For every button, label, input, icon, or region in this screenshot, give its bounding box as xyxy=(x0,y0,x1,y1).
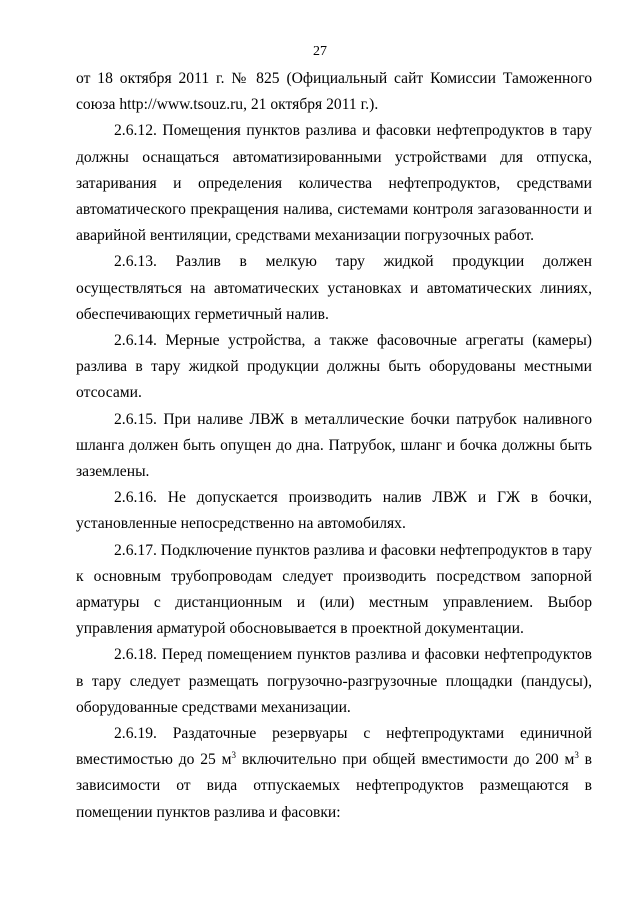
paragraph-continuation: от 18 октября 2011 г. № 825 (Официальный сайт Комиссии Таможенного союза http://www.tsouz.ru, 21 октября 2011 г.). xyxy=(76,70,592,114)
paragraph-2-6-15: 2.6.15. При наливе ЛВЖ в металлические бочки патрубок наливного шланга должен быть опущен до дна. Патрубок, шланг и бочка должны быть заземлены. xyxy=(76,410,592,481)
paragraph-2-6-19-part2: включительно при общей вместимости до 200 м xyxy=(236,751,575,769)
paragraph-2-6-19 xyxy=(76,721,592,826)
paragraph-2-6-16: 2.6.16. Не допускается производить налив ЛВЖ и ГЖ в бочки, установленные непосредственно на автомобилях. xyxy=(76,489,592,533)
document-body xyxy=(76,66,592,826)
paragraph-2-6-13: 2.6.13. Разлив в мелкую тару жидкой продукции должен осуществляться на автоматических установках и автоматических линиях, обеспечивающих герметичный налив. xyxy=(76,253,592,323)
paragraph-2-6-19-part1: 2.6.19. Раздаточные резервуары с нефтепродуктами единичной вместимостью до 25 м xyxy=(76,725,592,769)
superscript-cubic-2: 3 xyxy=(574,750,579,761)
paragraph-2-6-18: 2.6.18. Перед помещением пунктов разлива и фасовки нефтепродуктов в тару следует размещать погрузочно-разгрузочные площадки (пандусы), оборудованные средствами механизации. xyxy=(76,646,592,716)
superscript-cubic-1: 3 xyxy=(231,750,237,761)
paragraph-2-6-14: 2.6.14. Мерные устройства, а также фасовочные агрегаты (камеры) разлива в тару жидкой продукции должны быть оборудованы местными отсосами. xyxy=(76,332,592,402)
paragraph-2-6-12: 2.6.12. Помещения пунктов разлива и фасовки нефтепродуктов в тару должны оснащаться автоматизированными устройствами для отпуска, затаривания и определения количества нефтепродуктов, средствами автоматического прекращения налива, системами контроля загазованности и аварийной вентиляции, средствами механизации погрузочных работ. xyxy=(76,122,592,245)
paragraph-2-6-19-part3: в зависимости от вида отпускаемых нефтепродуктов размещаются в помещении пунктов разлива и фасовки: xyxy=(76,751,593,821)
paragraph-2-6-17: 2.6.17. Подключение пунктов разлива и фасовки нефтепродуктов в тару к основным трубопроводам следует производить посредством запорной арматуры с дистанционным и (или) местным управлением. Выбор управления арматурой обосновывается в проектной документации. xyxy=(76,541,592,638)
page-number: 27 xyxy=(313,44,327,59)
